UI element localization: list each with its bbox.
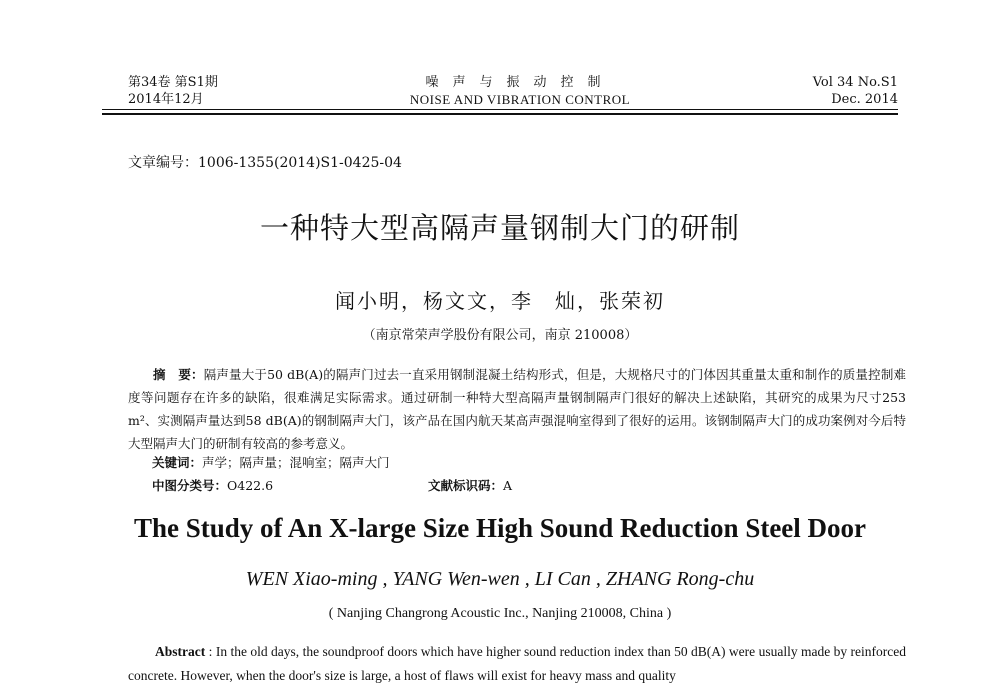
- document-code: [428, 476, 512, 494]
- classification-code: [152, 476, 273, 494]
- abstract-text-en: : In the old days, the soundproof doors which have higher sound reduction index than 50 dB(A) were usually made by reinforced concrete. However, when the door's size is large, a host of flaws will exist for heavy mass and quality: [128, 644, 906, 683]
- article-number: 文章编号：1006-1355(2014)S1-0425-04: [128, 155, 402, 171]
- authors-english: WEN Xiao-ming , YANG Wen-wen , LI Can , ZHANG Rong-chu: [245, 568, 755, 590]
- authors-chinese: 闻小明，杨文文，李 灿，张荣初: [335, 289, 665, 313]
- journal-volume-info-en: [813, 74, 898, 108]
- keywords-text: 声学；隔声量；混响室；隔声大门: [202, 455, 390, 470]
- abstract-label-en: Abstract: [155, 644, 206, 659]
- affiliation-chinese: （南京常荣声学股份有限公司，南京 210008）: [362, 328, 638, 343]
- journal-volume-info: [128, 74, 218, 108]
- abstract-label-zh: 摘 要：: [153, 367, 204, 382]
- abstract-chinese: [128, 363, 906, 455]
- title-chinese: 一种特大型高隔声量钢制大门的研制: [259, 211, 740, 245]
- clc-value: O422.6: [227, 478, 274, 493]
- journal-name: [360, 74, 680, 108]
- journal-name-en: NOISE AND VIBRATION CONTROL: [409, 92, 631, 107]
- keywords: [152, 453, 390, 471]
- abstract-english: [128, 640, 906, 688]
- journal-name-zh: 噪声与振动控制: [425, 75, 615, 90]
- header-rule-thick: [102, 113, 898, 115]
- affiliation-english: ( Nanjing Changrong Acoustic Inc., Nanjing 210008, China ): [328, 606, 672, 621]
- abstract-text-zh: 隔声量大于50 dB(A)的隔声门过去一直采用钢制混凝土结构形式，但是，大规格尺寸的门体因其重量太重和制作的质量控制难度等问题存在许多的缺陷，很难满足实际需求。通过研制一种特大型高隔声量钢制隔声门很好的解决上述缺陷，其研究的成果为尺寸253 m²、实测隔声量达到58 dB(A)的钢制隔声大门，该产品在国内航天某高声强混响室得到了很好的运用。该钢制隔声大门的成功案例对今后特大型隔声大门的研制有较高的参考意义。: [128, 367, 906, 451]
- keywords-label: 关键词：: [152, 455, 203, 470]
- doc-code-value: A: [503, 478, 513, 493]
- title-english: The Study of An X-large Size High Sound Reduction Steel Door: [133, 513, 867, 543]
- issue-date-en: Dec. 2014: [831, 92, 898, 107]
- clc-label: 中图分类号：: [152, 478, 228, 493]
- volume-issue: 第34卷 第S1期: [128, 75, 218, 90]
- doc-code-label: 文献标识码：: [428, 478, 504, 493]
- volume-issue-en: Vol 34 No.S1: [812, 75, 898, 90]
- issue-date: 2014年12月: [128, 92, 204, 107]
- header-rule-thin: [102, 109, 898, 110]
